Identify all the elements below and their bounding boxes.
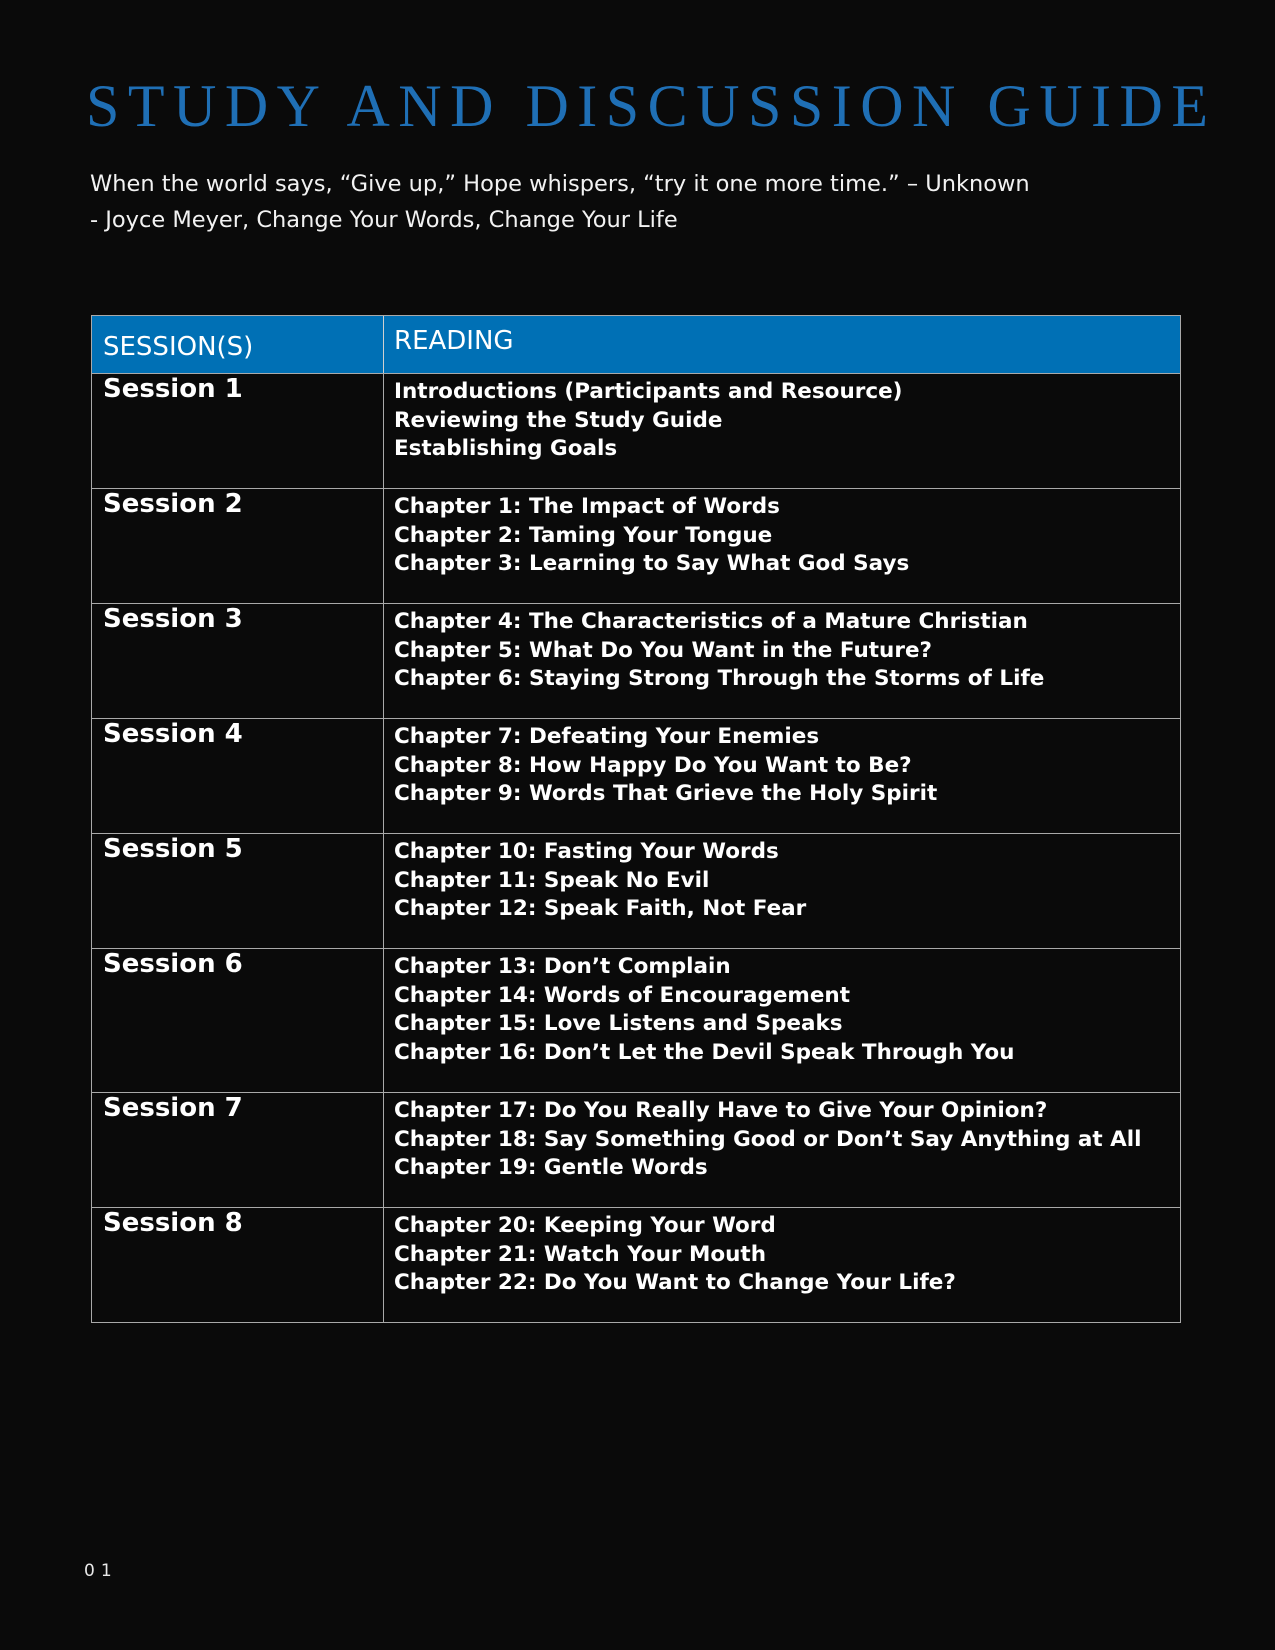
page-title: STUDY AND DISCUSSION GUIDE (86, 73, 1217, 139)
session-label: Session 5 (92, 834, 384, 948)
reading-item: Establishing Goals (394, 436, 618, 461)
reading-item: Chapter 18: Say Something Good or Don’t Say Anything at All (394, 1126, 1142, 1152)
session-label: Session 6 (92, 949, 384, 1092)
table-body (92, 373, 1180, 1322)
table-row (92, 488, 1180, 603)
table-row (92, 603, 1180, 718)
reading-item: Chapter 20: Keeping Your Word (394, 1213, 776, 1238)
reading-list (394, 1093, 1180, 1183)
epigraph (90, 166, 1210, 238)
reading-item: Chapter 5: What Do You Want in the Future? (394, 637, 933, 663)
reading-list (394, 1208, 1180, 1298)
reading-item: Chapter 17: Do You Really Have to Give Your Opinion? (394, 1098, 1048, 1123)
reading-item: Chapter 8: How Happy Do You Want to Be? (394, 752, 912, 778)
reading-item: Chapter 14: Words of Encouragement (394, 982, 851, 1008)
reading-cell (384, 374, 1180, 488)
reading-item: Chapter 9: Words That Grieve the Holy Spirit (394, 781, 938, 806)
reading-item: Chapter 6: Staying Strong Through the Storms of Life (394, 666, 1045, 691)
study-schedule-table (91, 315, 1181, 1323)
reading-cell (384, 949, 1180, 1092)
reading-list (394, 949, 1180, 1067)
reading-item: Chapter 22: Do You Want to Change Your Life? (394, 1270, 956, 1295)
reading-item: Chapter 21: Watch Your Mouth (394, 1241, 767, 1267)
reading-item: Chapter 7: Defeating Your Enemies (394, 724, 820, 749)
reading-list (394, 489, 1180, 579)
reading-list (394, 834, 1180, 924)
reading-item: Chapter 2: Taming Your Tongue (394, 522, 773, 548)
table-header-row (92, 316, 1180, 373)
reading-item: Chapter 19: Gentle Words (394, 1155, 708, 1180)
reading-item: Chapter 10: Fasting Your Words (394, 839, 779, 864)
reading-cell (384, 1208, 1180, 1322)
reading-item: Chapter 4: The Characteristics of a Mature Christian (394, 609, 1028, 634)
page-number: 01 (84, 1561, 118, 1581)
reading-cell (384, 1093, 1180, 1207)
session-column-header: SESSION(S) (92, 316, 384, 373)
reading-item: Chapter 12: Speak Faith, Not Fear (394, 896, 807, 921)
reading-cell (384, 489, 1180, 603)
reading-item: Chapter 11: Speak No Evil (394, 867, 710, 893)
table-row (92, 1092, 1180, 1207)
reading-item: Introductions (Participants and Resource) (394, 379, 903, 404)
reading-cell (384, 604, 1180, 718)
reading-list (394, 719, 1180, 809)
reading-list (394, 604, 1180, 694)
session-label: Session 8 (92, 1208, 384, 1322)
session-label: Session 1 (92, 374, 384, 488)
session-label: Session 7 (92, 1093, 384, 1207)
table-row (92, 373, 1180, 488)
table-row (92, 833, 1180, 948)
reading-item: Chapter 15: Love Listens and Speaks (394, 1011, 843, 1036)
quote-line: When the world says, “Give up,” Hope whispers, “try it one more time.” – Unknown (90, 171, 1030, 197)
reading-column-header: READING (394, 326, 514, 356)
table-row (92, 718, 1180, 833)
session-label: Session 3 (92, 604, 384, 718)
quote-attribution: - Joyce Meyer, Change Your Words, Change Your Life (90, 207, 678, 233)
reading-item: Chapter 1: The Impact of Words (394, 494, 780, 519)
reading-cell (384, 719, 1180, 833)
session-label: Session 4 (92, 719, 384, 833)
reading-item: Chapter 3: Learning to Say What God Says (394, 551, 910, 576)
table-row (92, 1207, 1180, 1322)
reading-item: Reviewing the Study Guide (394, 407, 723, 433)
session-label: Session 2 (92, 489, 384, 603)
reading-cell (384, 834, 1180, 948)
reading-list (394, 374, 1180, 464)
reading-item: Chapter 16: Don’t Let the Devil Speak Through You (394, 1039, 1015, 1065)
reading-item: Chapter 13: Don’t Complain (394, 954, 731, 979)
table-row (92, 948, 1180, 1092)
